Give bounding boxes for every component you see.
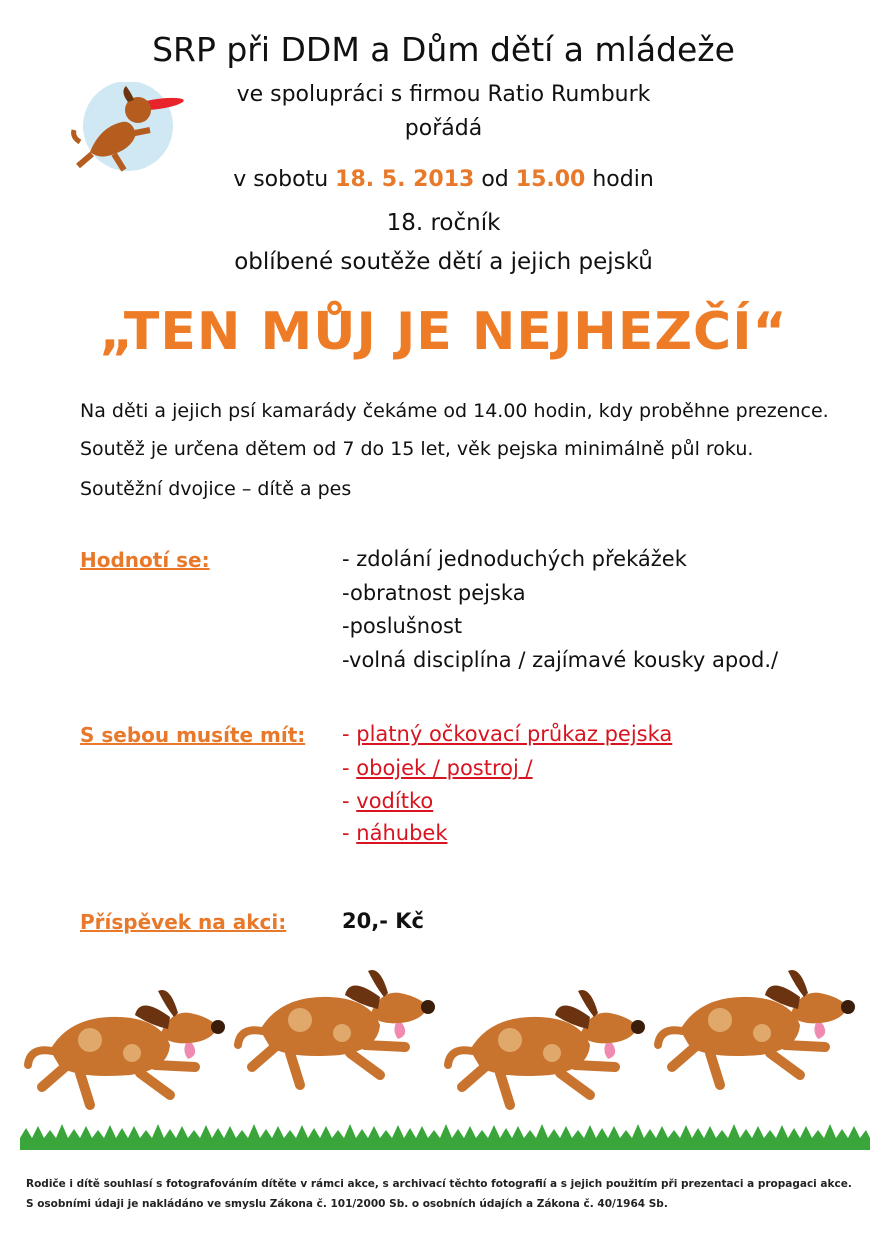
- fee-value: 20,- Kč: [342, 909, 424, 933]
- event-name: „TEN MŮJ JE NEJHEZČÍ“: [99, 302, 788, 362]
- date-prefix: v sobotu: [233, 167, 329, 192]
- date-suffix: hodin: [592, 167, 654, 192]
- bring-item: - náhubek: [342, 821, 448, 845]
- subtitle: ve spolupráci s firmou Ratio Rumburk: [236, 82, 651, 107]
- date-mid: od: [481, 167, 509, 192]
- evaluated-item: -volná disciplína / zajímavé kousky apod./: [342, 648, 779, 672]
- footer-consent: Rodiče i dítě souhlasí s fotografováním dítěte v rámci akce, s archivací těchto fotografií a s jejich použitím při prezentaci a propagaci akce.: [26, 1178, 852, 1190]
- running-dog: [238, 970, 435, 1085]
- event-time: 15.00: [515, 167, 586, 192]
- evaluated-item: -obratnost pejska: [342, 581, 526, 605]
- evaluated-label: Hodnotí se:: [80, 548, 210, 572]
- fee-label: Příspěvek na akci:: [80, 910, 287, 934]
- info-line-3: Soutěžní dvojice – dítě a pes: [80, 478, 352, 500]
- info-line-2: Soutěž je určena dětem od 7 do 15 let, věk pejska minimálně půl roku.: [80, 438, 754, 460]
- running-dog: [28, 990, 225, 1105]
- edition: 18. ročník: [386, 210, 501, 236]
- bring-item: - vodítko: [342, 789, 434, 813]
- info-line-1: Na děti a jejich psí kamarády čekáme od 14.00 hodin, kdy proběhne prezence.: [80, 400, 829, 422]
- date-line: [0, 167, 887, 192]
- bring-label: S sebou musíte mít:: [80, 723, 306, 747]
- grass: [20, 1124, 870, 1150]
- bring-item: - obojek / postroj /: [342, 756, 533, 780]
- organizer-title: SRP při DDM a Dům dětí a mládeže: [152, 30, 735, 69]
- running-dog: [448, 990, 645, 1105]
- running-dog: [658, 970, 855, 1085]
- event-date: 18. 5. 2013: [335, 167, 475, 192]
- presents-line: pořádá: [404, 116, 483, 141]
- evaluated-item: -poslušnost: [342, 614, 463, 638]
- footer-legal: S osobními údaji je nakládáno ve smyslu Zákona č. 101/2000 Sb. o osobních údajích a Zákona č. 40/1964 Sb.: [26, 1198, 668, 1210]
- bring-item: - platný očkovací průkaz pejska: [342, 722, 673, 746]
- event-description: oblíbené soutěže dětí a jejich pejsků: [234, 249, 653, 275]
- evaluated-item: - zdolání jednoduchých překážek: [342, 547, 687, 571]
